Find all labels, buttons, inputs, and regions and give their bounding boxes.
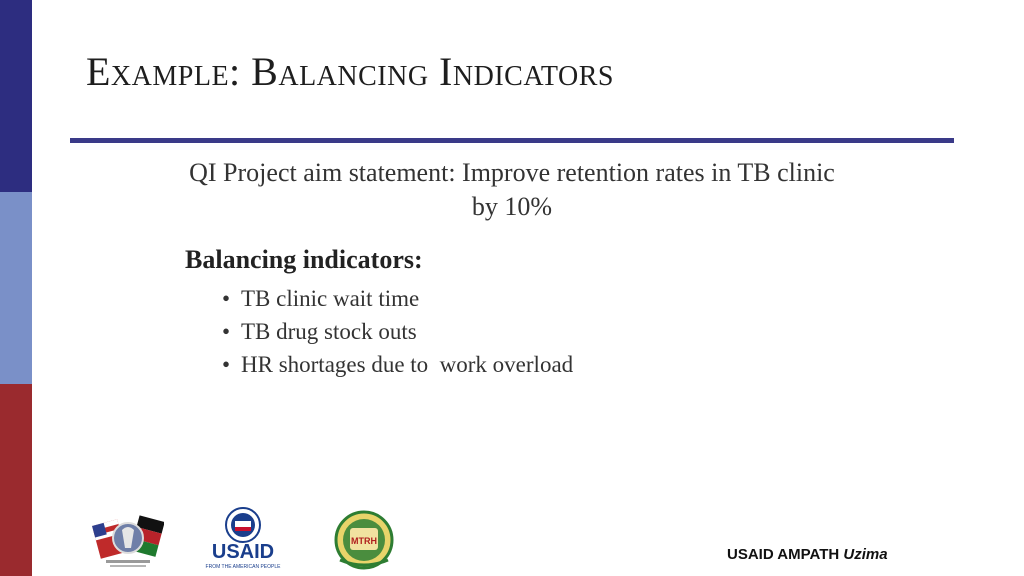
footer-brand-main: USAID AMPATH: [727, 546, 840, 563]
usaid-logo-subtext: FROM THE AMERICAN PEOPLE: [205, 564, 281, 570]
list-item-text: TB drug stock outs: [241, 319, 417, 344]
list-item-text: TB clinic wait time: [241, 286, 420, 311]
slide-title: Example: Balancing Indicators: [86, 49, 614, 94]
sidebar-band-light-blue: [0, 192, 32, 384]
balancing-indicators-heading: Balancing indicators:: [185, 245, 423, 274]
bullet-icon: •: [222, 319, 231, 344]
balancing-indicators-list: [222, 282, 573, 381]
usaid-logo: [200, 506, 286, 572]
mtrh-logo-text: MTRH: [351, 536, 377, 546]
mtrh-crest-logo: [330, 510, 398, 570]
bullet-icon: •: [222, 352, 231, 377]
list-item-text: HR shortages due to work overload: [241, 352, 574, 377]
title-divider: [70, 138, 954, 143]
usaid-logo-text: USAID: [211, 541, 275, 563]
list-item: [222, 348, 573, 381]
aim-statement: QI Project aim statement: Improve retention rates in TB clinic by 10%: [189, 158, 835, 221]
footer-brand-italic: Uzima: [843, 546, 888, 563]
sidebar-band-red: [0, 384, 32, 576]
left-color-bar: [0, 0, 32, 576]
bullet-icon: •: [222, 286, 231, 311]
footer-brand: [727, 546, 888, 563]
list-item: [222, 315, 573, 348]
list-item: [222, 282, 573, 315]
kenya-usa-emblem-logo: [92, 508, 164, 572]
sidebar-band-navy: [0, 0, 32, 192]
